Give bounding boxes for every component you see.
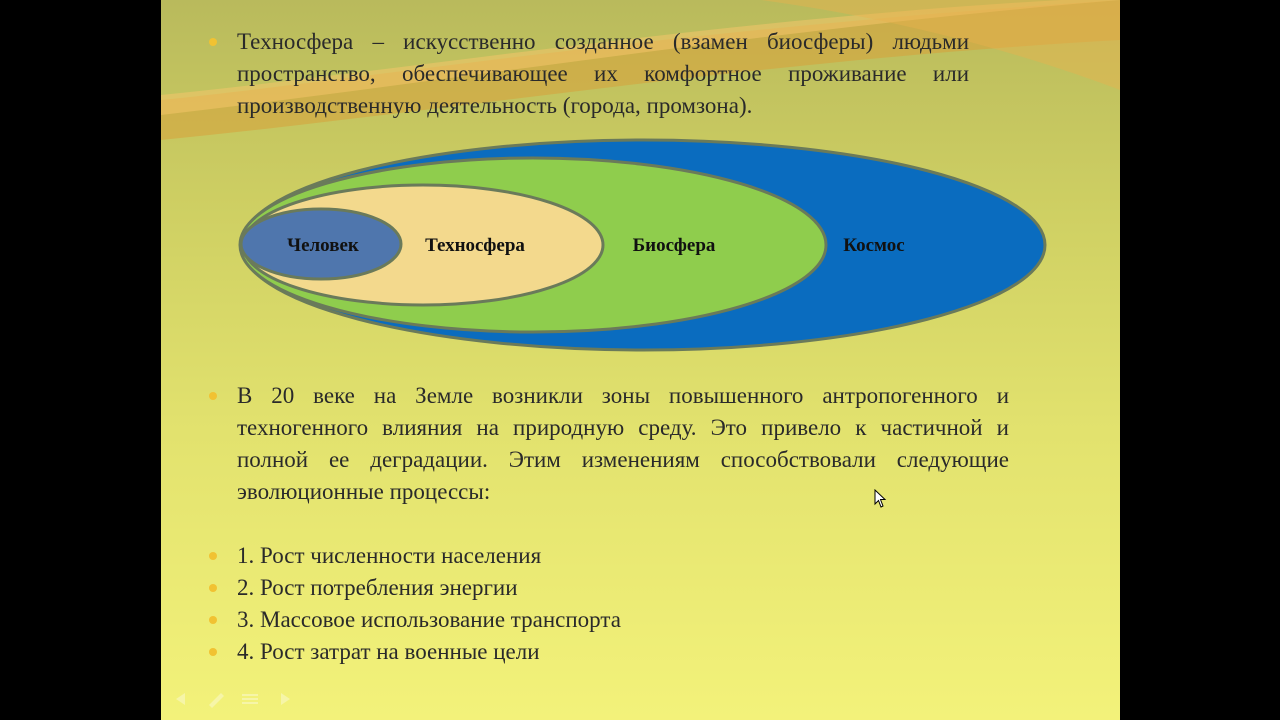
- bullet-icon: [209, 648, 217, 656]
- list-item-text: 4. Рост затрат на военные цели: [237, 639, 540, 664]
- bullet-icon: [209, 552, 217, 560]
- label-biosphere: Биосфера: [632, 235, 716, 256]
- list-item: [209, 572, 909, 604]
- next-arrow-icon[interactable]: [273, 690, 295, 708]
- list-item-text: 1. Рост численности населения: [237, 543, 542, 568]
- paragraph-20th-century: [209, 380, 1009, 508]
- previous-arrow-icon[interactable]: [171, 690, 193, 708]
- bullet-icon: [209, 616, 217, 624]
- list-item-text: 3. Массовое использование транспорта: [237, 607, 621, 632]
- list-item-text: 2. Рост потребления энергии: [237, 575, 518, 600]
- bullet-icon: [209, 584, 217, 592]
- slide: [161, 0, 1120, 720]
- paragraph-text: Техносфера – искусственно созданное (взамен биосферы) людьми пространство, обеспечивающее их комфортное проживание или производственную деятельность (города, промзона).: [237, 29, 969, 118]
- mouse-cursor-icon: [874, 489, 888, 509]
- menu-icon[interactable]: [239, 690, 261, 708]
- bullet-icon: [209, 392, 217, 400]
- label-human: Человек: [287, 235, 359, 256]
- list-item: [209, 636, 909, 668]
- label-cosmos: Космос: [843, 235, 905, 256]
- list-item: [209, 604, 909, 636]
- label-technosphere: Техносфера: [425, 235, 525, 256]
- list-item: [209, 540, 909, 572]
- processes-list: [209, 540, 909, 668]
- pen-icon[interactable]: [205, 690, 227, 708]
- paragraph-text: В 20 веке на Земле возникли зоны повышенного антропогенного и техногенного влияния на природную среду. Это привело к частичной и полной ее деградации. Этим изменениям способствовали следующие эволюционные процессы:: [237, 383, 1009, 504]
- slideshow-toolbar: [171, 690, 295, 708]
